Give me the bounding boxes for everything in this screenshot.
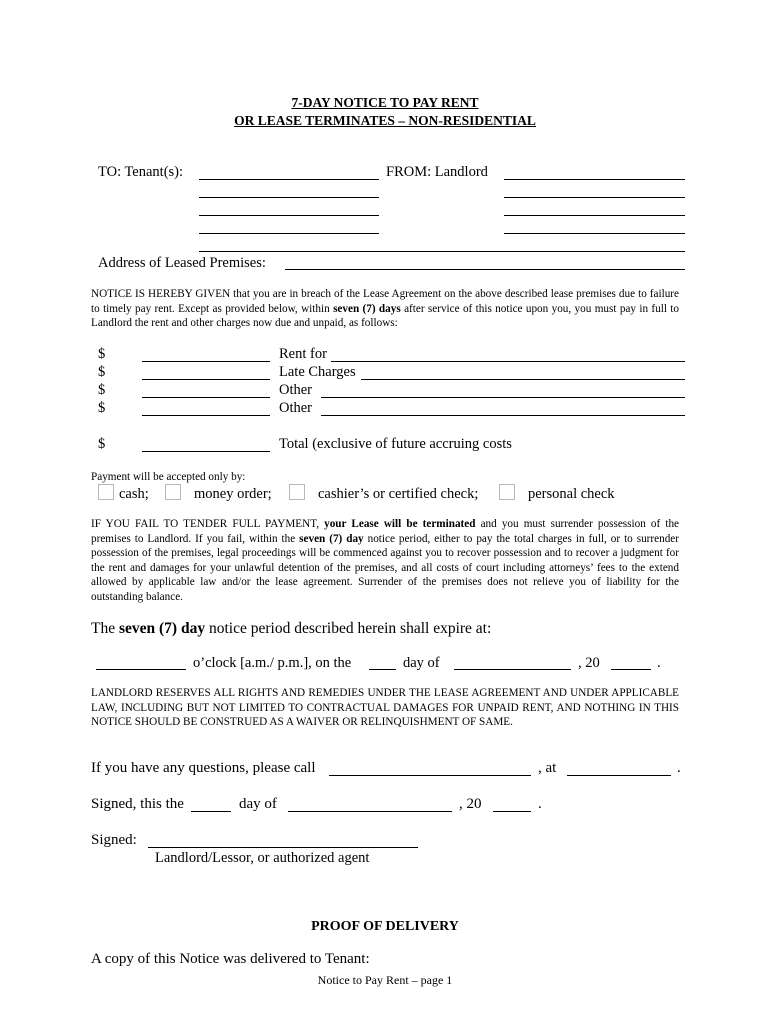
cash-label: cash; (119, 486, 149, 502)
expire-year-line[interactable] (611, 669, 651, 670)
cashiers-check-label: cashier’s or certified check; (318, 486, 479, 502)
other1-amount-line[interactable] (142, 397, 270, 398)
other1-desc-line[interactable] (321, 397, 685, 398)
failure-paragraph: IF YOU FAIL TO TENDER FULL PAYMENT, your Lease will be terminated and you must surrender possession of the premises to Landlord. If you fail, within the seven (7) day notice period, either to pay the total charges in full, or to surrender possession of the premises, legal proceedings will be commenced against you to recover possession and to recover a judgment for the rent and damages for your unlawful detention of the premises, and all costs of court including attorneys’ fees to the extend allowed by applicable law and/or the lease agreement. Surrender of the premises does not relieve you of liability for the outstanding balance. (91, 518, 680, 603)
questions-label: If you have any questions, please call (91, 760, 316, 776)
questions-period: . (677, 760, 681, 776)
personal-check-checkbox[interactable] (499, 484, 515, 500)
questions-at: , at (538, 760, 557, 776)
currency-total: $ (98, 436, 106, 452)
currency-other-1: $ (98, 382, 106, 398)
currency-rent: $ (98, 346, 106, 362)
contact-line[interactable] (567, 775, 671, 776)
landlord-line-3[interactable] (504, 215, 685, 216)
landlord-line-2[interactable] (504, 197, 685, 198)
signed-year-line[interactable] (493, 811, 531, 812)
signed-date-label: Signed, this the (91, 796, 184, 812)
expire-statement: The seven (7) day notice period described herein shall expire at: (91, 620, 492, 637)
landlord-line-1[interactable] (504, 179, 685, 180)
phone-line[interactable] (329, 775, 531, 776)
expire-period: . (657, 655, 661, 671)
cashiers-check-checkbox[interactable] (289, 484, 305, 500)
tenant-line-3[interactable] (199, 215, 379, 216)
to-label: TO: Tenant(s): (98, 164, 184, 180)
late-charges-label: Late Charges (279, 364, 356, 380)
money-order-label: money order; (194, 486, 272, 502)
expire-year-text: , 20 (578, 655, 600, 671)
signature-caption: Landlord/Lessor, or authorized agent (155, 850, 370, 866)
title-line-1: 7-DAY NOTICE TO PAY RENT (291, 95, 479, 110)
oclock-text: o’clock [a.m./ p.m.], on the (193, 655, 352, 671)
total-label: Total (exclusive of future accruing costs (279, 436, 512, 452)
title-line-2: OR LEASE TERMINATES – NON-RESIDENTIAL (234, 113, 536, 128)
other2-amount-line[interactable] (142, 415, 270, 416)
currency-other-2: $ (98, 400, 106, 416)
rent-label: Rent for (279, 346, 327, 362)
tenant-line-1[interactable] (199, 179, 379, 180)
address-line-2[interactable] (285, 269, 685, 270)
time-line[interactable] (96, 669, 186, 670)
rent-period-line[interactable] (331, 361, 685, 362)
proof-line: A copy of this Notice was delivered to Tenant: (91, 951, 370, 967)
signed-month-line[interactable] (288, 811, 452, 812)
expire-dayof-text: day of (403, 655, 440, 671)
late-amount-line[interactable] (142, 379, 270, 380)
reserve-paragraph: LANDLORD RESERVES ALL RIGHTS AND REMEDIES UNDER THE LEASE AGREEMENT AND UNDER APPLICABLE LAW, INCLUDING BUT NOT LIMITED TO CONTRACTUAL DAMAGES FOR UNPAID RENT, AND NOTHING IN THIS NOTICE SHOULD BE CONSTRUED AS A WAIVER OR RELINQUISHMENT OF SAME. (91, 687, 679, 729)
notice-paragraph: NOTICE IS HEREBY GIVEN that you are in breach of the Lease Agreement on the above described lease premises due to failure to timely pay rent. Except as provided below, within seven (7) days after service of this notice upon you, you must pay in full to Landlord the rent and other charges now due and unpaid, as follows: (91, 288, 679, 330)
rent-amount-line[interactable] (142, 361, 270, 362)
signature-line[interactable] (148, 847, 418, 848)
tenant-line-2[interactable] (199, 197, 379, 198)
expire-day-line[interactable] (369, 669, 396, 670)
page-footer: Notice to Pay Rent – page 1 (317, 973, 453, 987)
from-label: FROM: Landlord (386, 164, 488, 180)
total-amount-line[interactable] (142, 451, 270, 452)
proof-heading: PROOF OF DELIVERY (311, 919, 459, 934)
money-order-checkbox[interactable] (165, 484, 181, 500)
signed-year-text: , 20 (459, 796, 482, 812)
payment-heading: Payment will be accepted only by: (91, 471, 246, 483)
signed-label: Signed: (91, 832, 137, 848)
cash-checkbox[interactable] (98, 484, 114, 500)
signed-period: . (538, 796, 542, 812)
other2-desc-line[interactable] (321, 415, 685, 416)
expire-month-line[interactable] (454, 669, 571, 670)
landlord-line-4[interactable] (504, 233, 685, 234)
signed-dayof: day of (239, 796, 277, 812)
late-desc-line[interactable] (361, 379, 685, 380)
address-label: Address of Leased Premises: (98, 255, 266, 271)
personal-check-label: personal check (528, 486, 615, 502)
currency-late: $ (98, 364, 106, 380)
address-line-1[interactable] (199, 251, 685, 252)
other-2-label: Other (279, 400, 313, 416)
tenant-line-4[interactable] (199, 233, 379, 234)
signed-day-line[interactable] (191, 811, 231, 812)
other-1-label: Other (279, 382, 313, 398)
